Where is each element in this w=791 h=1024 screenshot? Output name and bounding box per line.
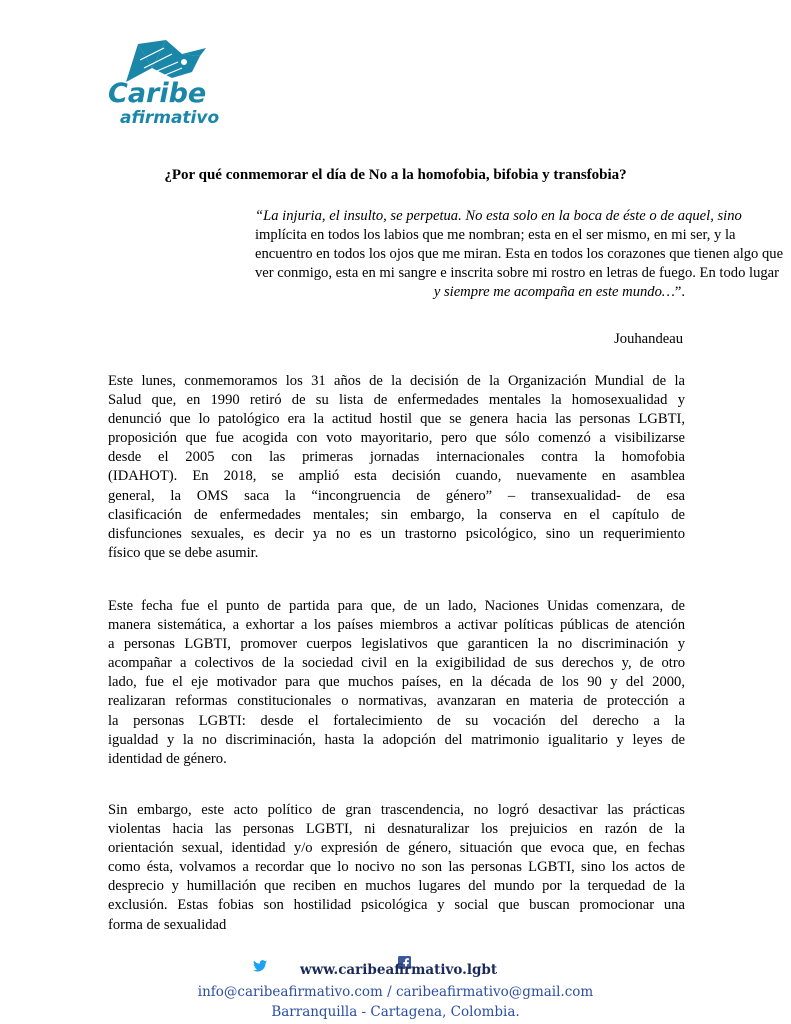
paragraph-line: realizaran reformas constitucionales o normativas, avanzaran en materia de protección a	[108, 693, 685, 710]
paragraph-line: proposición que fue acogida con voto mayoritario, pero que sólo comenzó a visibilizarse	[108, 430, 685, 447]
paragraph-1	[108, 372, 685, 563]
paragraph-line: general, la OMS saca la “incongruencia de género” – transexualidad- de esa	[108, 487, 685, 504]
paragraph-line: la personas LGBTI: desde el fortalecimiento de su vocación del derecho a la	[108, 712, 685, 729]
paragraph-line: violentas hacia las personas LGBTI, ni desnaturalizar los prejuicios en razón de la	[108, 821, 685, 838]
paragraph-line: físico que se debe asumir.	[108, 544, 259, 561]
paragraph-line: Sin embargo, este acto político de gran trascendencia, no logró desactivar las prácticas	[108, 802, 685, 818]
paragraph-line: manera sistemática, a exhortar a los países miembros a activar políticas públicas de atención	[108, 617, 685, 634]
paragraph-line: orientación sexual, identidad y/o expresión de género, situación que evoca que, en fechas	[108, 840, 685, 857]
paragraph-line: igualdad y la no discriminación, hasta la adopción del matrimonio igualitario y leyes de	[108, 731, 685, 748]
paragraph-line: lado, fue el eje motivador para que muchos países, en la década de los 90 y del 2000,	[108, 674, 685, 691]
quote-line: “La injuria, el insulto, se perpetua. No esta solo en la boca de éste o de aquel, sino	[255, 208, 742, 224]
paragraph-line: (IDAHOT). En 2018, se amplió esta decisión cuando, nuevamente en asamblea	[108, 468, 685, 485]
document-title: ¿Por qué conmemorar el día de No a la homofobia, bifobia y transfobia?	[164, 167, 627, 183]
caribe-afirmativo-logo	[108, 38, 228, 150]
twitter-icon[interactable]	[253, 960, 267, 972]
paragraph-3	[108, 801, 685, 935]
quote-line-last	[255, 283, 685, 302]
footer-emails[interactable]: info@caribeafirmativo.com / caribeafirmativo@gmail.com	[197, 984, 594, 1000]
paragraph-line: como ésta, volvamos a recordar que lo nocivo no son las personas LGBTI, sino los actos de	[108, 859, 685, 876]
quote-line: ver conmigo, esta en mi sangre e inscrita sobre mi rostro en letras de fuego. En todo lugar	[255, 265, 779, 281]
quote-close: ”.	[674, 284, 685, 300]
paragraph-line: desprecio y humillación que reciben en muchos lugares del mundo por la terquedad de la	[108, 878, 685, 895]
footer-cities: Barranquilla - Cartagena, Colombia.	[271, 1004, 520, 1020]
footer-website[interactable]: www.caribeafirmativo.lgbt	[300, 962, 498, 978]
paragraph-line: desde el 2005 con las primeras jornadas internacionales contra la homofobia	[108, 449, 685, 466]
paragraph-line: Salud que, en 1990 retiró de su lista de enfermedades mentales la homosexualidad y	[108, 392, 685, 409]
paragraph-line: identidad de género.	[108, 750, 227, 767]
quote-line: encuentro en todos los ojos que me miran. Esta en todos los corazones que tienen algo que	[255, 246, 784, 262]
paragraph-line: Este lunes, conmemoramos los 31 años de la decisión de la Organización Mundial de la	[108, 373, 685, 389]
quote-author: Jouhandeau	[614, 331, 683, 347]
paragraph-line: exclusión. Estas fobias son hostilidad psicológica y social que buscan promocionar una	[108, 897, 685, 914]
logo-word-caribe: Caribe	[108, 78, 207, 109]
paragraph-line: disfunciones sexuales, es decir ya no es un trastorno psicológico, sino un requerimiento	[108, 525, 685, 542]
paragraph-line: acompañar a colectivos de la sociedad civil en la exigibilidad de sus derechos y, de otro	[108, 655, 685, 672]
paragraph-2	[108, 597, 685, 769]
paragraph-line: Este fecha fue el punto de partida para que, de un lado, Naciones Unidas comenzara, de	[108, 598, 685, 614]
paragraph-line: forma de sexualidad	[108, 916, 227, 933]
paragraph-line: clasificación de enfermedades mentales; sin embargo, la conserva en el capítulo de	[108, 506, 685, 523]
epigraph-quote	[255, 207, 784, 302]
paragraph-line: denunció que lo patológico era la actitud hostil que se genera hacia las personas LGBTI,	[108, 411, 685, 428]
quote-line: implícita en todos los labios que me nombran; esta en el ser mismo, en mi ser, y la	[255, 227, 736, 243]
logo-word-afirmativo: afirmativo	[120, 108, 220, 128]
quote-italic-end: y siempre me acompaña en este mundo…	[433, 284, 675, 300]
paragraph-line: a personas LGBTI, promover cuerpos legislativos que garanticen la no discriminación y	[108, 636, 685, 653]
